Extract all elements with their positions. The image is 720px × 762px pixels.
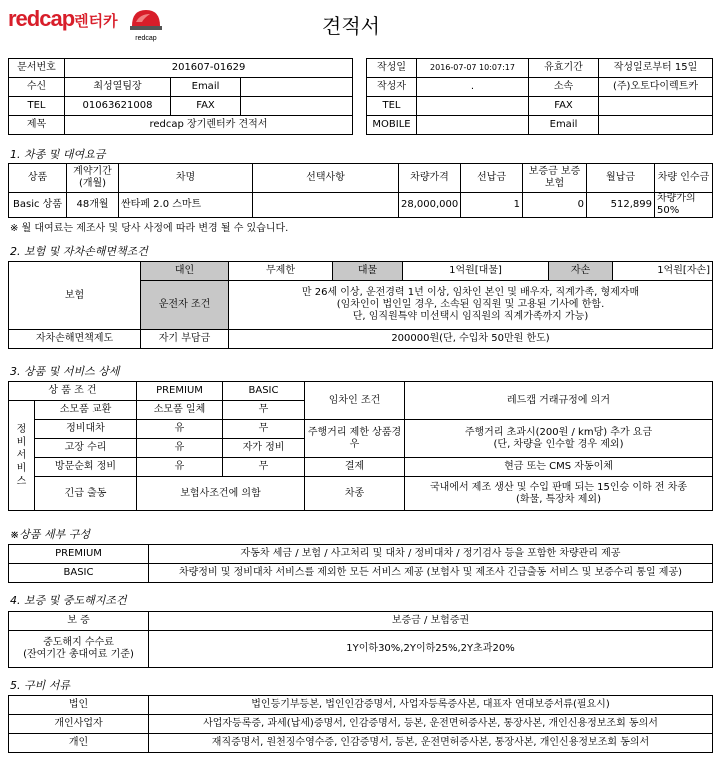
cond-label: 상 품 조 건 — [9, 382, 137, 401]
vehicle-line: (화물, 특장차 제외) — [516, 493, 601, 505]
vehicle — [405, 477, 713, 511]
service-name: 방문순회 정비 — [35, 458, 137, 477]
tel-label: TEL — [367, 97, 417, 116]
daein: 무제한 — [229, 262, 333, 281]
product-detail-table — [8, 544, 713, 583]
service-premium: 소모품 일체 — [137, 401, 223, 420]
cell-monthly: 512,899 — [587, 193, 655, 218]
info-left-table — [8, 58, 353, 135]
emergency: 보험사조건에 의함 — [137, 477, 305, 511]
mobile — [417, 116, 529, 135]
daemul: 1억원[대물] — [403, 262, 549, 281]
fax-label: FAX — [529, 97, 599, 116]
cell-price: 28,000,000 — [399, 193, 461, 218]
col-product: 상품 — [9, 164, 67, 193]
doc-type: 개인 — [9, 734, 149, 753]
writer-label: 작성자 — [367, 78, 417, 97]
jason-label: 자손 — [549, 262, 613, 281]
cell-car-name: 싼타페 2.0 스마트 — [119, 193, 253, 218]
email-label: Email — [529, 116, 599, 135]
cancel-label — [9, 631, 149, 668]
basic-header: BASIC — [223, 382, 305, 401]
subject-label: 제목 — [9, 116, 65, 135]
col-options: 선택사항 — [253, 164, 399, 193]
section-4-title: 4. 보증 및 중도해지조건 — [10, 594, 127, 607]
mileage — [405, 420, 713, 458]
logo — [8, 6, 118, 32]
doc-list: 사업자등록증, 과세(납세)증명서, 인감증명서, 등본, 운전면허증사본, 통장사본, 개인신용정보조회 동의서 — [149, 715, 713, 734]
writer: . — [417, 78, 529, 97]
fax — [241, 97, 353, 116]
col-term: 계약기간(개월) — [67, 164, 119, 193]
daemul-label: 대물 — [333, 262, 403, 281]
page-title: 견적서 — [322, 14, 380, 38]
col-prepay: 선납금 — [461, 164, 523, 193]
service-name: 고장 수리 — [35, 439, 137, 458]
doc-type: 법인 — [9, 696, 149, 715]
premium-header: PREMIUM — [137, 382, 223, 401]
vehicle-line: 국내에서 제조 생산 및 수입 판매 되는 15인승 이하 전 차종 — [429, 481, 688, 493]
redcap-emblem-icon — [128, 4, 164, 34]
cell-prepay: 1 — [461, 193, 523, 218]
premium-label: PREMIUM — [9, 545, 149, 564]
col-deposit: 보증금 보증보험 — [523, 164, 587, 193]
created-label: 작성일 — [367, 59, 417, 78]
deductible-label: 자기 부담금 — [141, 330, 229, 349]
mobile-label: MOBILE — [367, 116, 417, 135]
logo-subtext: 렌터카 — [74, 13, 118, 30]
affil: (주)오토다이렉트카 — [599, 78, 713, 97]
col-car-name: 차명 — [119, 164, 253, 193]
fax — [599, 97, 713, 116]
doc-type: 개인사업자 — [9, 715, 149, 734]
lessee: 레드캡 거래규정에 의거 — [405, 382, 713, 420]
email-label: Email — [171, 78, 241, 97]
logo-emblem — [128, 4, 164, 42]
guarantee-table — [8, 611, 713, 668]
lessee-label: 임차인 조건 — [305, 382, 405, 420]
section-2-title: 2. 보험 및 자차손해면책조건 — [10, 245, 148, 258]
mileage-label: 주행거리 제한 상품경우 — [305, 420, 405, 458]
jason: 1억원[자손] — [613, 262, 713, 281]
side-label-text: 정비서비스 — [16, 424, 27, 487]
service-basic: 자가 정비 — [223, 439, 305, 458]
service-premium: 유 — [137, 458, 223, 477]
daein-label: 대인 — [141, 262, 229, 281]
documents-table — [8, 695, 713, 753]
cancel-label-line: 중도해지 수수료 — [43, 637, 114, 648]
driver-label: 운전자 조건 — [141, 281, 229, 330]
payment-label: 결제 — [305, 458, 405, 477]
vehicle-label: 차종 — [305, 477, 405, 511]
valid: 작성일로부터 15일 — [599, 59, 713, 78]
tel: 01063621008 — [65, 97, 171, 116]
guarantee-header: 보증금 / 보험증권 — [149, 612, 713, 631]
doc-no: 201607-01629 — [65, 59, 353, 78]
insurance-table — [8, 261, 713, 349]
deductible: 200000원(단, 수입차 50만원 한도) — [229, 330, 713, 349]
service-premium: 유 — [137, 420, 223, 439]
email — [241, 78, 353, 97]
col-monthly: 월납금 — [587, 164, 655, 193]
cell-residual: 차량가의 50% — [655, 193, 713, 218]
service-name: 정비대차 — [35, 420, 137, 439]
created: 2016-07-07 10:07:17 — [417, 59, 529, 78]
affil-label: 소속 — [529, 78, 599, 97]
cell-term: 48개월 — [67, 193, 119, 218]
fax-label: FAX — [171, 97, 241, 116]
service-premium: 유 — [137, 439, 223, 458]
emergency-label: 긴급 출동 — [35, 477, 137, 511]
selfcar-label: 자차손해면책제도 — [9, 330, 141, 349]
recipient: 최성열팀장 — [65, 78, 171, 97]
insurance-label: 보험 — [9, 262, 141, 330]
cell-product: Basic 상품 — [9, 193, 67, 218]
valid-label: 유효기간 — [529, 59, 599, 78]
cell-deposit: 0 — [523, 193, 587, 218]
service-basic: 무 — [223, 401, 305, 420]
premium-desc: 자동차 세금 / 보험 / 사고처리 및 대차 / 정비대차 / 정기검사 등을 포함한 차량관리 제공 — [149, 545, 713, 564]
col-price: 차량가격 — [399, 164, 461, 193]
payment: 현금 또는 CMS 자동이체 — [405, 458, 713, 477]
basic-desc: 차량정비 및 정비대차 서비스를 제외한 모든 서비스 제공 (보험사 및 제조사 긴급출동 서비스 및 보증수리 통일 제공) — [149, 564, 713, 583]
section-3-title: 3. 상품 및 서비스 상세 — [10, 365, 120, 378]
logo-text: redcap — [8, 6, 75, 31]
section-5-title: 5. 구비 서류 — [10, 679, 70, 692]
subject: redcap 장기렌터카 견적서 — [65, 116, 353, 135]
rental-note: ※ 월 대여료는 제조사 및 당사 사정에 따라 변경 될 수 있습니다. — [10, 223, 289, 234]
driver-line: 만 26세 이상, 운전경력 1년 이상, 임차인 본인 및 배우자, 직계가족, 형제자매 — [301, 287, 640, 298]
side-label — [9, 401, 35, 511]
doc-list: 재직증명서, 원천징수영수증, 인감증명서, 등본, 운전면허증사본, 통장사본, 개인신용정보조회 동의서 — [149, 734, 713, 753]
service-basic: 무 — [223, 420, 305, 439]
mileage-line: 주행거리 초과시(200원 / km당) 추가 요금 — [464, 426, 653, 438]
col-residual: 차량 인수금 — [655, 164, 713, 193]
recipient-label: 수신 — [9, 78, 65, 97]
service-name: 소모품 교환 — [35, 401, 137, 420]
section-1-title: 1. 차종 및 대여요금 — [10, 148, 106, 161]
driver-line: (임차인이 법인일 경우, 소속된 임직원 및 고용된 기사에 한함. — [336, 299, 605, 310]
tel-label: TEL — [9, 97, 65, 116]
service-table — [8, 381, 713, 511]
info-right-table — [366, 58, 713, 135]
guarantee-label: 보 증 — [9, 612, 149, 631]
emblem-text: redcap — [135, 35, 157, 42]
cell-options — [253, 193, 399, 218]
driver-line: 단, 임직원특약 미선택시 임직원의 직계가족까지 가능) — [352, 311, 589, 322]
driver-conditions — [229, 281, 713, 330]
tel — [417, 97, 529, 116]
rental-table — [8, 163, 713, 218]
cancel-label-line: (잔여기간 총대여료 기준) — [23, 649, 134, 660]
service-basic: 무 — [223, 458, 305, 477]
doc-list: 법인등기부등본, 법인인감증명서, 사업자등록증사본, 대표자 연대보증서류(필요시) — [149, 696, 713, 715]
product-detail-title: ※상품 세부 구성 — [10, 528, 90, 541]
cancel-fee: 1Y이하30%,2Y이하25%,2Y초과20% — [149, 631, 713, 668]
doc-no-label: 문서번호 — [9, 59, 65, 78]
email — [599, 116, 713, 135]
mileage-line: (단, 차량을 인수할 경우 제외) — [493, 438, 624, 450]
basic-label: BASIC — [9, 564, 149, 583]
